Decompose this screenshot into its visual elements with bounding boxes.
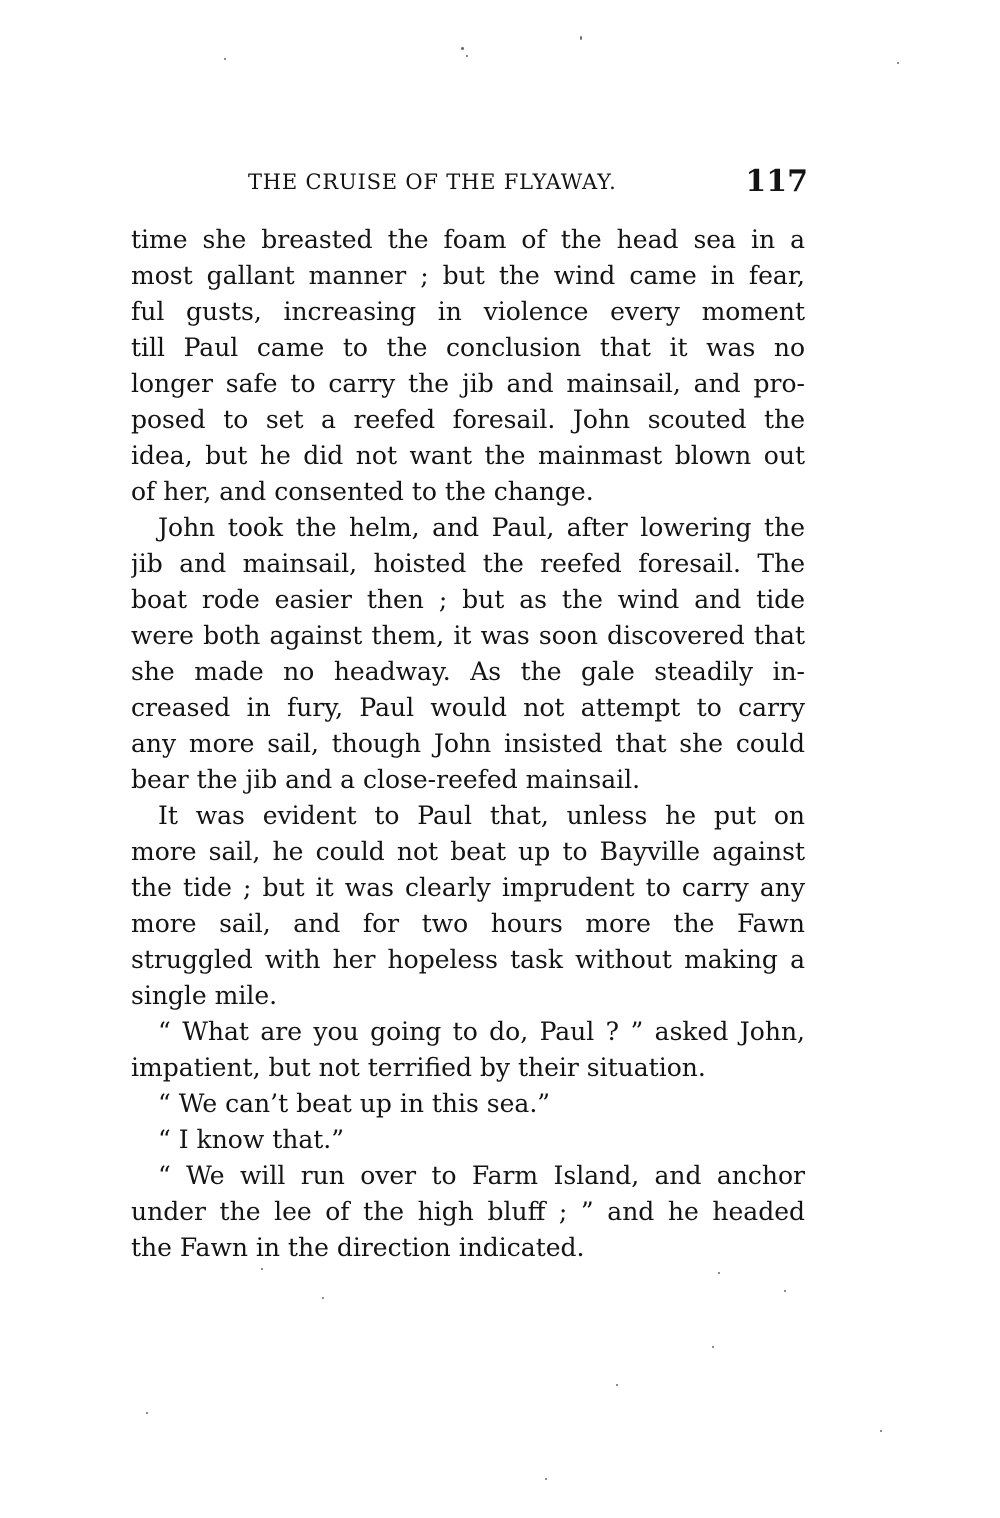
text-line: were both against them, it was soon discovered that (131, 621, 805, 650)
text-line: the tide ; but it was clearly imprudent to carry any (131, 873, 805, 902)
scan-speck (580, 36, 582, 40)
scan-speck (322, 1297, 324, 1299)
text-line: till Paul came to the conclusion that it was no (131, 333, 805, 362)
scan-speck (784, 1290, 786, 1292)
text-line: John took the helm, and Paul, after lowering the (158, 513, 805, 542)
text-line: most gallant manner ; but the wind came in fear, (131, 261, 805, 290)
text-line: under the lee of the high bluff ; ” and he headed (131, 1197, 805, 1226)
text-line: ful gusts, increasing in violence every moment (131, 297, 805, 326)
scan-speck (712, 1346, 714, 1348)
text-line: boat rode easier then ; but as the wind and tide (131, 585, 805, 614)
text-line: “ What are you going to do, Paul ? ” asked John, (158, 1017, 805, 1046)
scan-speck (616, 1384, 618, 1386)
scan-speck (897, 62, 899, 64)
page-number: 117 (745, 164, 808, 199)
scan-speck (461, 47, 464, 50)
text-line: of her, and consented to the change. (131, 477, 594, 506)
text-line: time she breasted the foam of the head sea in a (131, 225, 805, 254)
text-line: “ We can’t beat up in this sea.” (158, 1089, 551, 1118)
text-line: posed to set a reefed foresail. John scouted the (131, 405, 805, 434)
scan-speck (718, 1272, 720, 1274)
text-line: jib and mainsail, hoisted the reefed foresail. The (131, 549, 805, 578)
scan-speck (545, 1478, 547, 1480)
text-line: more sail, and for two hours more the Fawn (131, 909, 805, 938)
text-line: any more sail, though John insisted that she could (131, 729, 805, 758)
text-line: single mile. (131, 981, 278, 1010)
text-line: the Fawn in the direction indicated. (131, 1233, 585, 1262)
text-line: “ I know that.” (158, 1125, 345, 1154)
text-line: struggled with her hopeless task without making a (131, 945, 805, 974)
text-line: idea, but he did not want the mainmast blown out (131, 441, 805, 470)
text-line: bear the jib and a close-reefed mainsail. (131, 765, 641, 794)
text-line: creased in fury, Paul would not attempt to carry (131, 693, 805, 722)
scan-speck (224, 58, 226, 60)
running-title: THE CRUISE OF THE FLYAWAY. (248, 170, 617, 194)
text-line: more sail, he could not beat up to Bayville against (131, 837, 805, 866)
text-line: she made no headway. As the gale steadily in- (131, 657, 805, 686)
body-text (131, 222, 805, 1266)
text-line: longer safe to carry the jib and mainsail, and pro- (131, 369, 805, 398)
text-line: “ We will run over to Farm Island, and anchor (158, 1161, 805, 1190)
scan-speck (261, 1268, 263, 1270)
text-line: impatient, but not terrified by their situation. (131, 1053, 706, 1082)
text-line: It was evident to Paul that, unless he put on (158, 801, 805, 830)
scan-speck (146, 1412, 148, 1414)
running-head (248, 164, 808, 208)
scan-speck (880, 1430, 882, 1432)
scan-speck (466, 55, 468, 57)
